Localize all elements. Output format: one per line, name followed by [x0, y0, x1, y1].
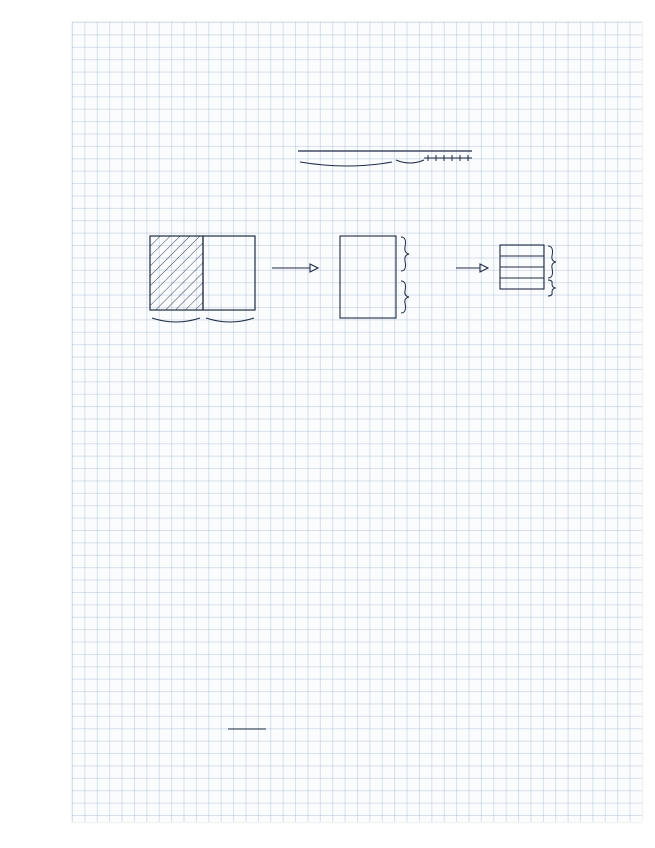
huerta-hatched-half — [150, 236, 203, 310]
